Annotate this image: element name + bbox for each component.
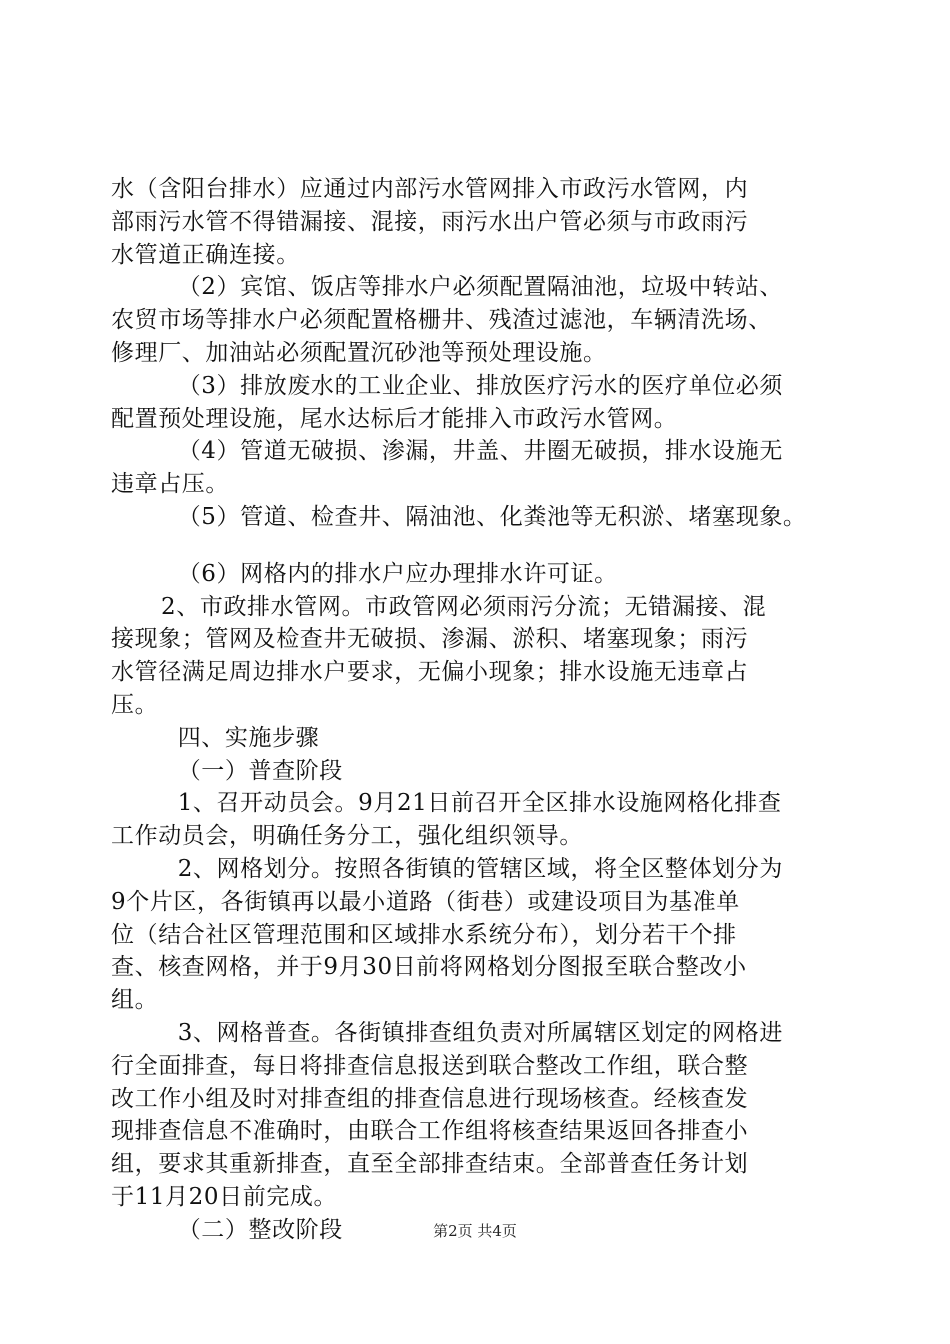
text-line: 改工作小组及时对排查组的排查信息进行现场核查。经核查发	[111, 1085, 749, 1112]
text-line: 部雨污水管不得错漏接、混接，雨污水出户管必须与市政雨污	[111, 208, 749, 235]
text-line: 水管道正确连接。	[111, 241, 300, 268]
text-line: 农贸市场等排水户必须配置格栅井、残渣过滤池，车辆清洗场、	[111, 307, 772, 334]
text-line: 工作动员会，明确任务分工，强化组织领导。	[111, 823, 583, 850]
text-line: 3、网格普查。各街镇排查组负责对所属辖区划定的网格进	[177, 1019, 783, 1046]
text-line: （2）宾馆、饭店等排水户必须配置隔油池，垃圾中转站、	[177, 274, 783, 301]
text-line: 位（结合社区管理范围和区域排水系统分布），划分若干个排	[111, 921, 737, 948]
text-line: 于11月20日前完成。	[111, 1183, 338, 1210]
page-footer: 第2页 共4页	[433, 1222, 517, 1240]
text-line: （5）管道、检查井、隔油池、化粪池等无积淤、堵塞现象。	[177, 503, 807, 530]
paragraph-block-1	[111, 173, 846, 534]
text-line: 违章占压。	[111, 471, 229, 498]
text-line: 1、召开动员会。9月21日前召开全区排水设施网格化排查	[177, 790, 782, 817]
paragraph-block-2	[111, 558, 846, 1247]
text-line: 压。	[111, 691, 159, 718]
text-line: 2、网格划分。按照各街镇的管辖区域，将全区整体划分为	[177, 855, 783, 882]
text-line: （4）管道无破损、渗漏，井盖、井圈无破损，排水设施无	[177, 438, 783, 465]
text-line: 9个片区，各街镇再以最小道路（街巷）或建设项目为基准单	[111, 888, 740, 915]
document-body	[111, 173, 846, 1247]
text-line: 水管径满足周边排水户要求，无偏小现象；排水设施无违章占	[111, 659, 749, 686]
text-line: （一）普查阶段	[177, 757, 343, 784]
text-line: 组。	[111, 987, 159, 1014]
text-line: 2、市政排水管网。市政管网必须雨污分流；无错漏接、混	[161, 593, 767, 620]
text-line: 修理厂、加油站必须配置沉砂池等预处理设施。	[111, 339, 607, 366]
text-line: 查、核查网格，并于9月30日前将网格划分图报至联合整改小	[111, 954, 747, 981]
text-line: 接现象；管网及检查井无破损、渗漏、淤积、堵塞现象；雨污	[111, 626, 749, 653]
text-line: 组，要求其重新排查，直至全部排查结束。全部普查任务计划	[111, 1151, 749, 1178]
text-line: （6）网格内的排水户应办理排水许可证。	[177, 560, 618, 587]
text-line: 四、实施步骤	[177, 724, 320, 751]
paragraph-gap	[111, 534, 846, 558]
text-line: （二）整改阶段	[177, 1216, 343, 1243]
text-line: 行全面排查，每日将排查信息报送到联合整改工作组，联合整	[111, 1052, 749, 1079]
text-line: （3）排放废水的工业企业、排放医疗污水的医疗单位必须	[177, 372, 783, 399]
text-line: 水（含阳台排水）应通过内部污水管网排入市政污水管网，内	[111, 176, 749, 202]
text-line: 现排查信息不准确时，由联合工作组将核查结果返回各排查小	[111, 1118, 749, 1145]
text-line: 配置预处理设施，尾水达标后才能排入市政污水管网。	[111, 405, 678, 432]
